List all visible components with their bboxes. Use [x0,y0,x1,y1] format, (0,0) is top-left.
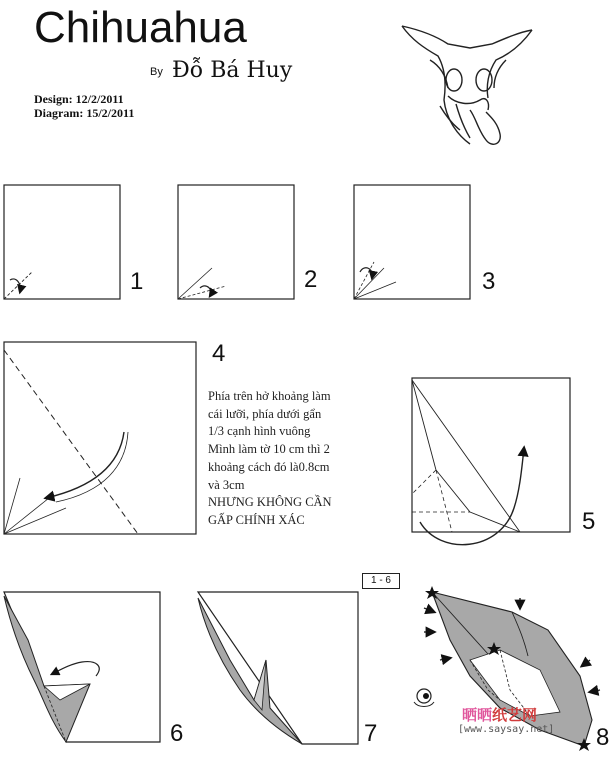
step-number-2: 2 [304,266,318,293]
step-7-diagram [198,592,358,744]
diagram-title: Chihuahua [34,3,247,52]
step-6-diagram [4,592,160,742]
instruction-note [208,388,378,530]
step-number-5: 5 [582,508,596,535]
diagram-date: Diagram: 15/2/2011 [34,106,135,120]
step-4-diagram [4,342,196,534]
design-date: Design: 12/2/2011 [34,92,124,106]
note-line: 1/3 cạnh hình vuông [208,424,311,439]
note-line: cái lưỡi, phía dưới gẩn [208,406,322,421]
note-line: Phía trên hở khoảng làm [208,389,331,403]
note-line: Mình làm tờ 10 cm thì 2 [208,442,330,457]
note-line: NHƯNG KHÔNG CẦN [208,495,332,510]
step-3-diagram [354,185,470,299]
watermark-part2: 纸艺网 [492,706,538,724]
step-number-1: 1 [130,268,144,295]
step-number-8: 8 [596,724,610,751]
step-5-diagram [412,378,570,545]
step-number-7: 7 [364,720,378,747]
watermark-url: [www.saysay.net] [458,724,555,735]
step-reference-box: 1 - 6 [362,573,400,589]
chihuahua-head-illustration [402,26,532,144]
step-number-4: 4 [212,340,226,367]
step-number-6: 6 [170,720,184,747]
step-number-3: 3 [482,268,496,295]
watermark-part1: 晒晒 [462,706,493,724]
note-line: khoảng cách đó là0.8cm [208,459,330,474]
by-label: By [150,66,163,78]
step-1-diagram [4,185,120,299]
note-line: và 3cm [208,477,245,492]
author-name: Đỗ Bá Huy [172,58,293,83]
step-2-diagram [178,185,294,299]
watermark-logo [462,704,537,725]
note-line: GẤP CHÍNH XÁC [208,512,305,527]
